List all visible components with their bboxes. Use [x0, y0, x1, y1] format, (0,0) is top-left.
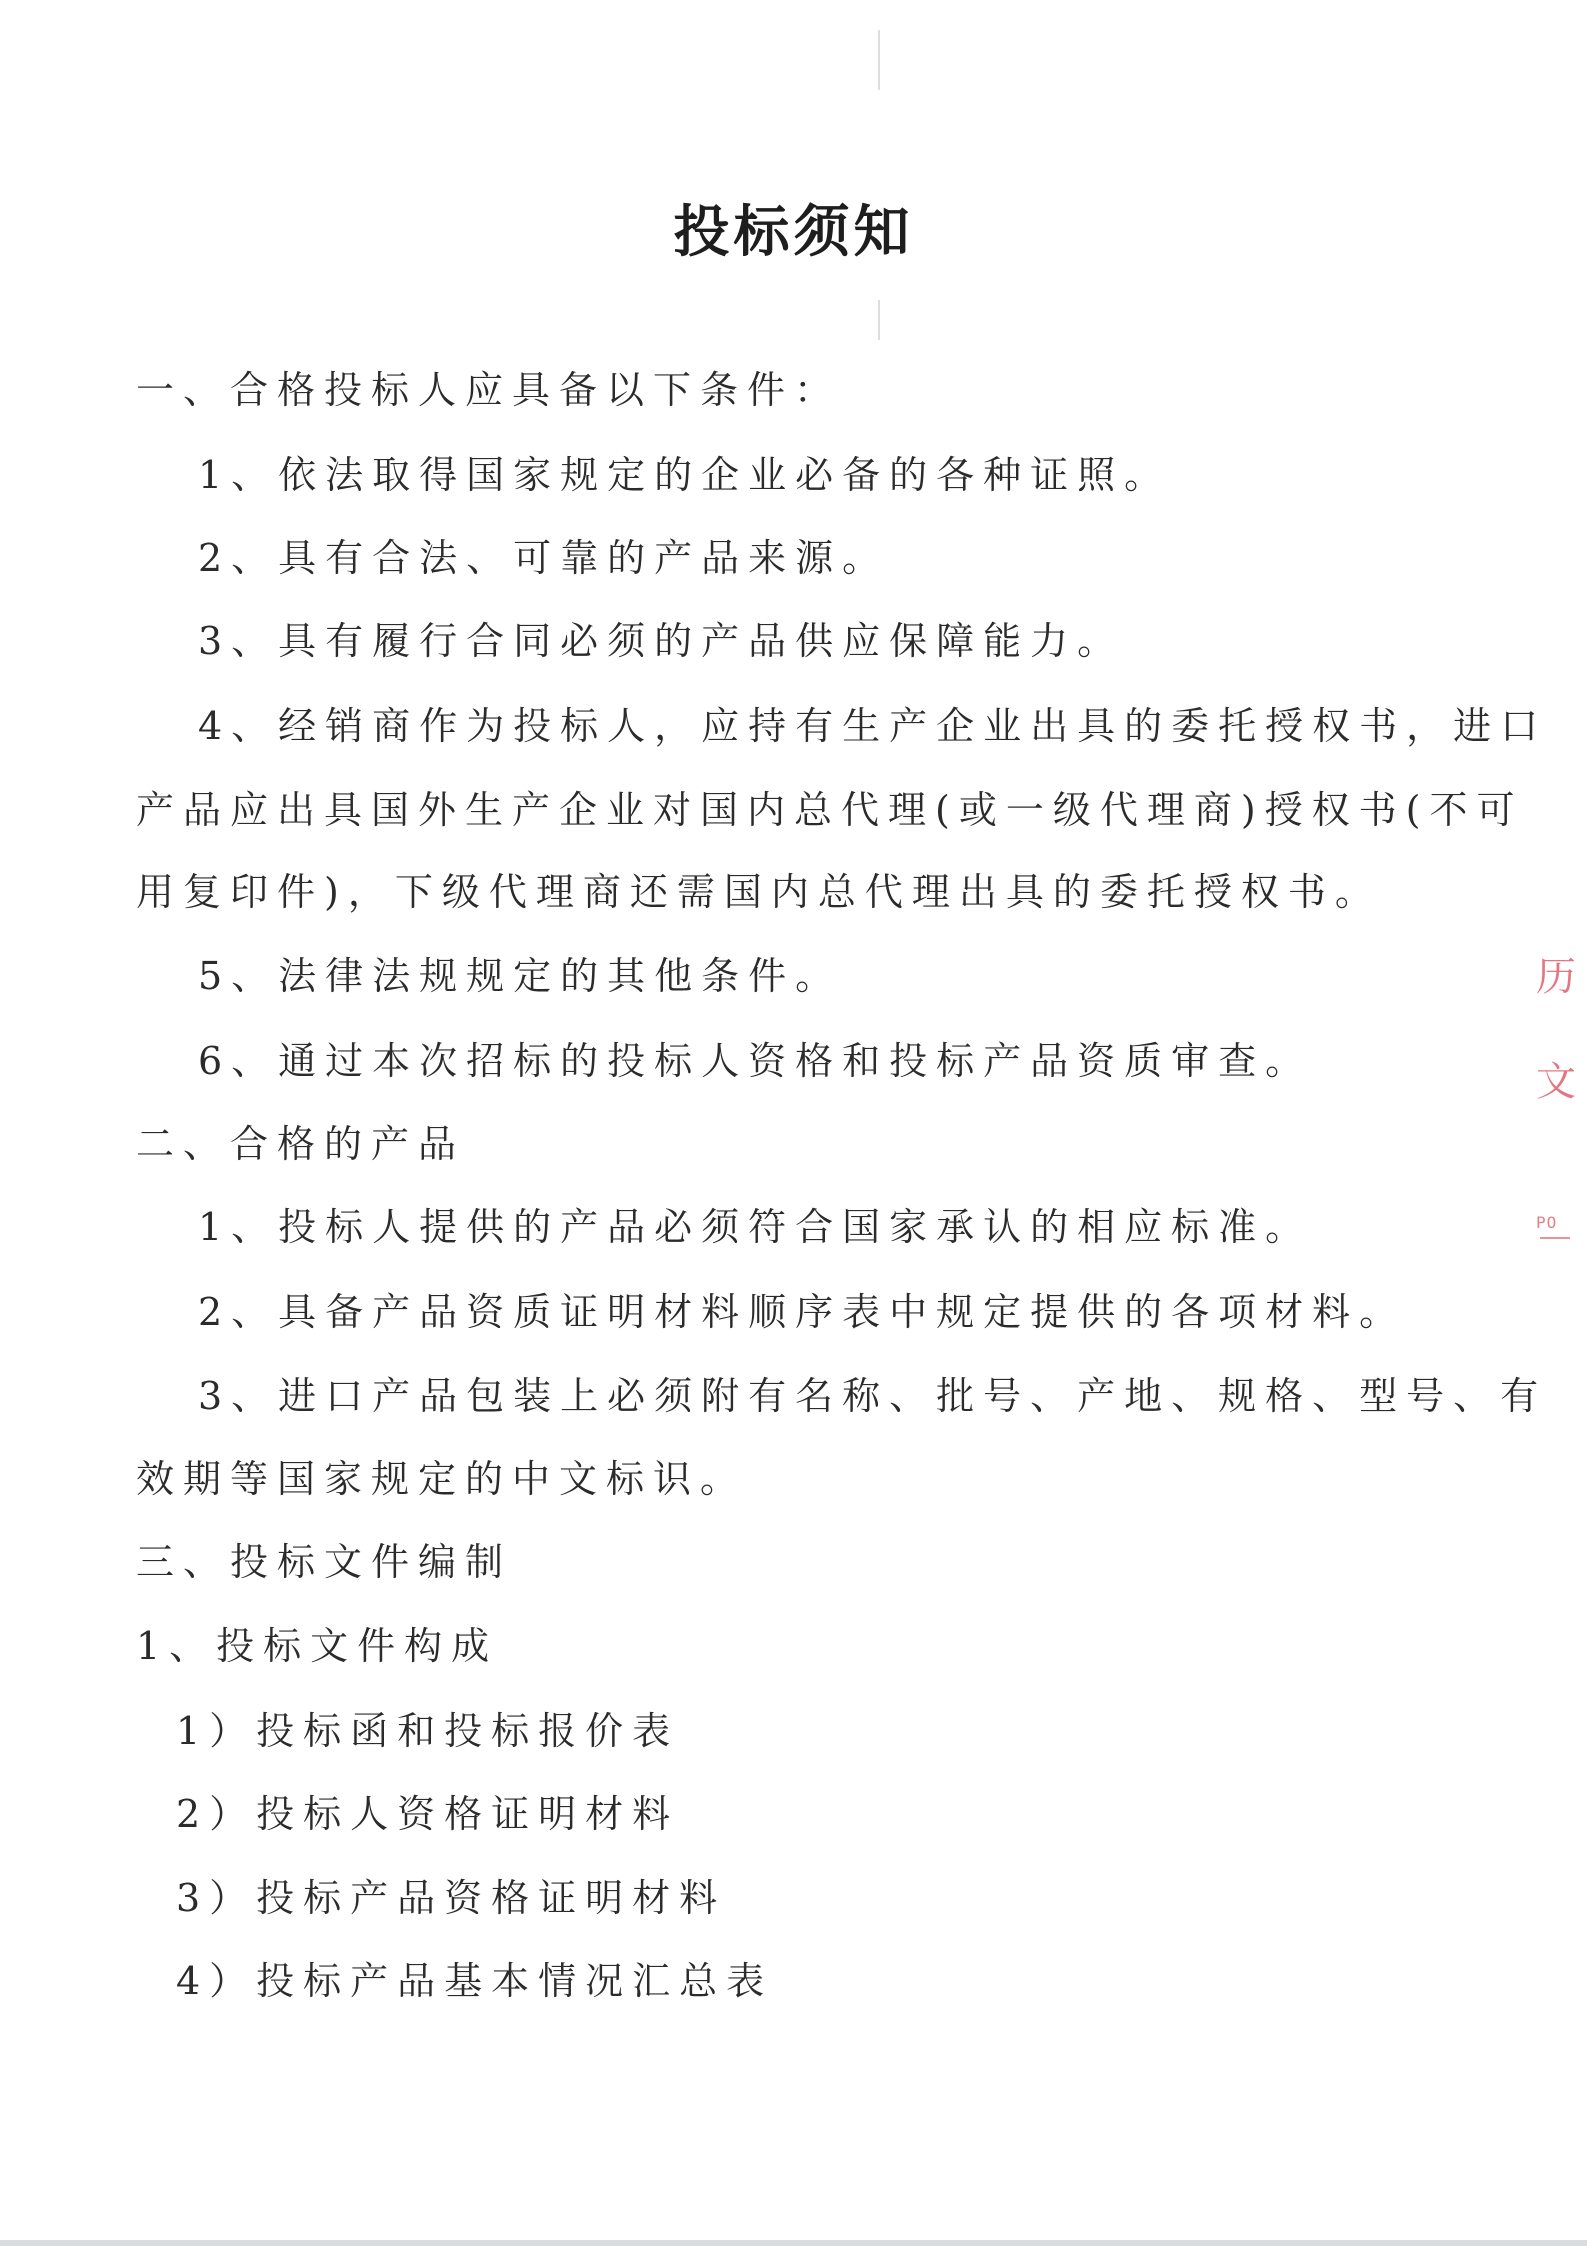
list-item-continuation: 产品应出具国外生产企业对国内总代理(或一级代理商)授权书(不可	[136, 788, 1524, 832]
subsection-heading: 1、投标文件构成	[136, 1624, 499, 1668]
list-item: 2、具有合法、可靠的产品来源。	[198, 536, 890, 580]
list-item: 3、进口产品包装上必须附有名称、批号、产地、规格、型号、有	[198, 1374, 1548, 1418]
list-item: 1、依法取得国家规定的企业必备的各种证照。	[198, 453, 1172, 497]
list-item: 3、具有履行合同必须的产品供应保障能力。	[198, 619, 1125, 663]
seal-char: 文	[1536, 1059, 1576, 1105]
scan-edge	[0, 2240, 1587, 2246]
seal-stamp-partial	[1536, 945, 1576, 1245]
section-heading-2: 二、合格的产品	[136, 1122, 466, 1166]
sub-list-item: 3）投标产品资格证明材料	[176, 1876, 727, 1920]
sub-list-item: 4）投标产品基本情况汇总表	[176, 1959, 774, 2003]
list-item-continuation: 效期等国家规定的中文标识。	[136, 1457, 748, 1501]
section-heading-3: 三、投标文件编制	[136, 1540, 513, 1584]
list-item: 1、投标人提供的产品必须符合国家承认的相应标准。	[198, 1205, 1313, 1249]
sub-list-item: 2）投标人资格证明材料	[176, 1792, 680, 1836]
seal-border	[1540, 1237, 1570, 1239]
list-item: 4、经销商作为投标人，应持有生产企业出具的委托授权书，进口	[198, 704, 1548, 748]
seal-text: PO	[1536, 1213, 1558, 1232]
paper-crease	[878, 30, 880, 90]
list-item: 5、法律法规规定的其他条件。	[198, 954, 843, 998]
section-heading-1: 一、合格投标人应具备以下条件：	[136, 368, 842, 412]
seal-char: 历	[1536, 954, 1576, 1000]
list-item-continuation: 用复印件)，下级代理商还需国内总代理出具的委托授权书。	[136, 870, 1382, 914]
list-item: 2、具备产品资质证明材料顺序表中规定提供的各项材料。	[198, 1290, 1407, 1334]
list-item: 6、通过本次招标的投标人资格和投标产品资质审查。	[198, 1039, 1313, 1083]
paper-crease	[878, 300, 880, 340]
sub-list-item: 1）投标函和投标报价表	[176, 1709, 680, 1753]
page-title: 投标须知	[673, 200, 914, 265]
